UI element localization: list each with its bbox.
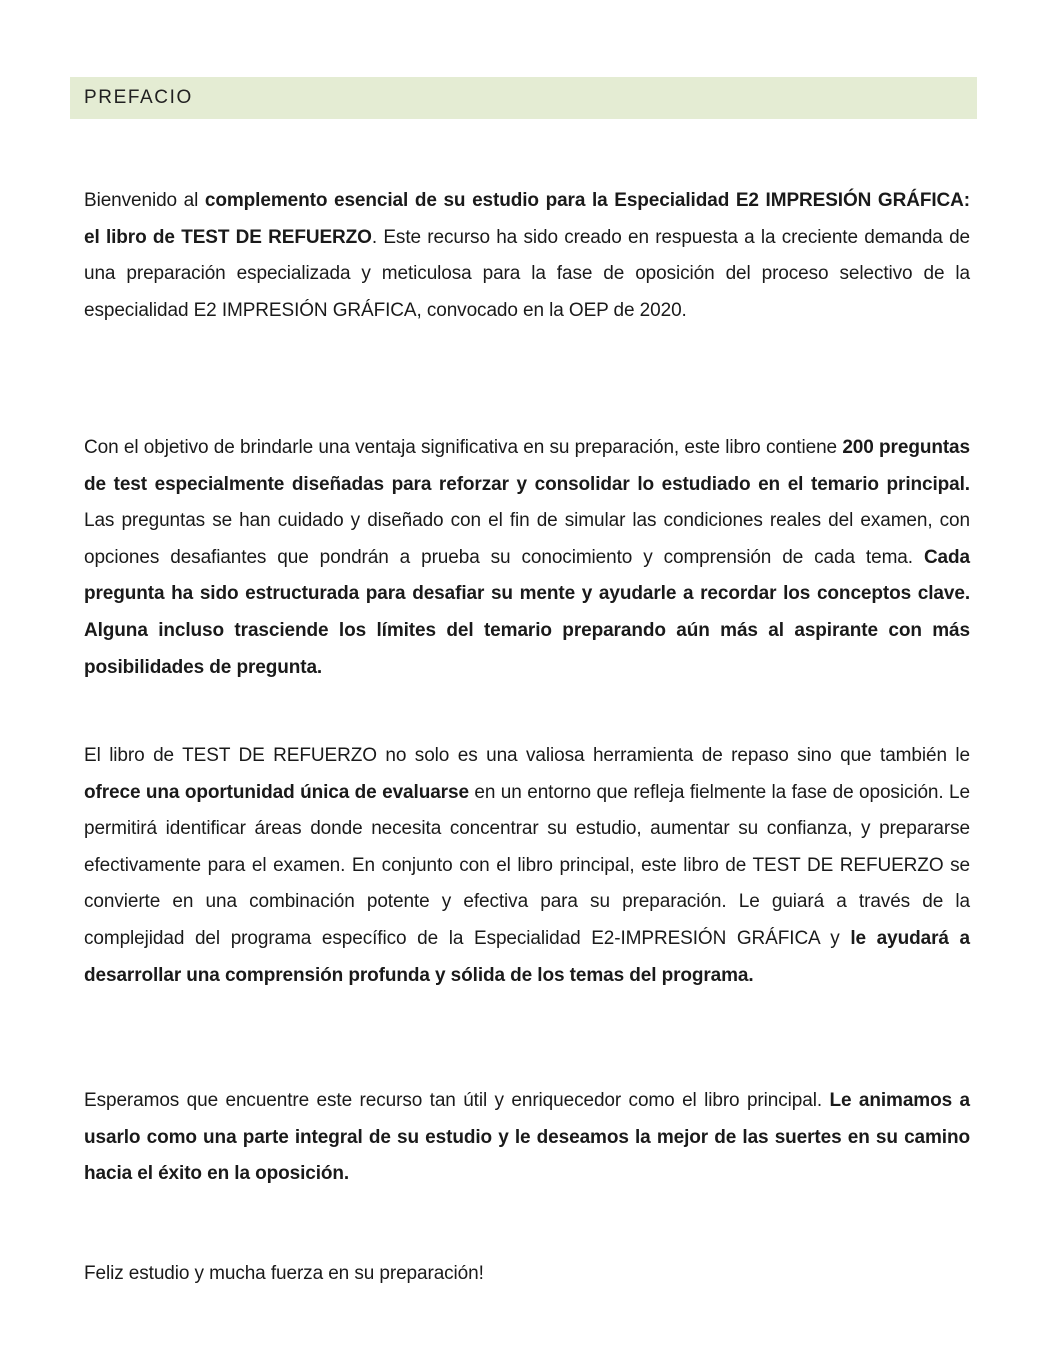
text-run-bold: ofrece una oportunidad única de evaluarse bbox=[84, 781, 469, 803]
text-run: Bienvenido al bbox=[84, 190, 205, 211]
section-header-bar bbox=[70, 77, 977, 119]
text-run: Esperamos que encuentre este recurso tan útil y enriquecedor como el libro principal. bbox=[84, 1090, 830, 1111]
section-title: PREFACIO bbox=[84, 87, 193, 108]
text-run: Feliz estudio y mucha fuerza en su preparación! bbox=[84, 1263, 484, 1284]
text-run: . Este recurso ha sido creado en respuesta a la creciente demanda de una preparación especializada y meticulosa para la fase de oposición del proceso selectivo de la especialidad E2 IMPRESIÓN GRÁFICA, convocado en la OEP de 2020. bbox=[84, 226, 971, 321]
text-run-bold: le ayudará a desarrollar una comprensión profunda y sólida de los temas del programa. bbox=[84, 927, 970, 986]
paragraph bbox=[84, 183, 970, 329]
text-run-bold: 200 preguntas de test especialmente diseñadas para reforzar y consolidar lo estudiado en el temario principal. bbox=[84, 437, 970, 495]
text-run-bold: Le animamos a usarlo como una parte integral de su estudio y le deseamos la mejor de las suertes en su camino hacia el éxito en la oposición. bbox=[84, 1090, 970, 1185]
text-run: El libro de TEST DE REFUERZO no solo es una valiosa herramienta de repaso sino que también le bbox=[84, 745, 970, 766]
paragraph bbox=[84, 430, 970, 686]
text-run-bold: Cada pregunta ha sido estructurada para desafiar su mente y ayudarle a recordar los conceptos clave. Alguna incluso trasciende los límites del temario preparando aún más al aspirante con más posibilidades de pregunta. bbox=[84, 546, 970, 678]
paragraph bbox=[84, 1256, 970, 1293]
text-run: Las preguntas se han cuidado y diseñado con el fin de simular las condiciones reales del examen, con opciones desafiantes que pondrán a prueba su conocimiento y comprensión de cada tema. bbox=[84, 510, 970, 568]
paragraph bbox=[84, 1083, 970, 1193]
paragraph bbox=[84, 738, 970, 994]
text-run: Con el objetivo de brindarle una ventaja significativa en su preparación, este libro contiene bbox=[84, 437, 843, 458]
text-run: en un entorno que refleja fielmente la fase de oposición. Le permitirá identificar áreas donde necesita concentrar su estudio, aumentar su confianza, y prepararse efectivamente para el examen. En conjunto con el libro principal, este libro de TEST DE REFUERZO se convierte en una combinación potente y efectiva para su preparación. Le guiará a través de la complejidad del programa específico de la Especialidad E2-IMPRESIÓN GRÁFICA y bbox=[84, 781, 970, 949]
text-run-bold: complemento esencial de su estudio para la Especialidad E2 IMPRESIÓN GRÁFICA: el libro de TEST DE REFUERZO bbox=[84, 190, 970, 248]
